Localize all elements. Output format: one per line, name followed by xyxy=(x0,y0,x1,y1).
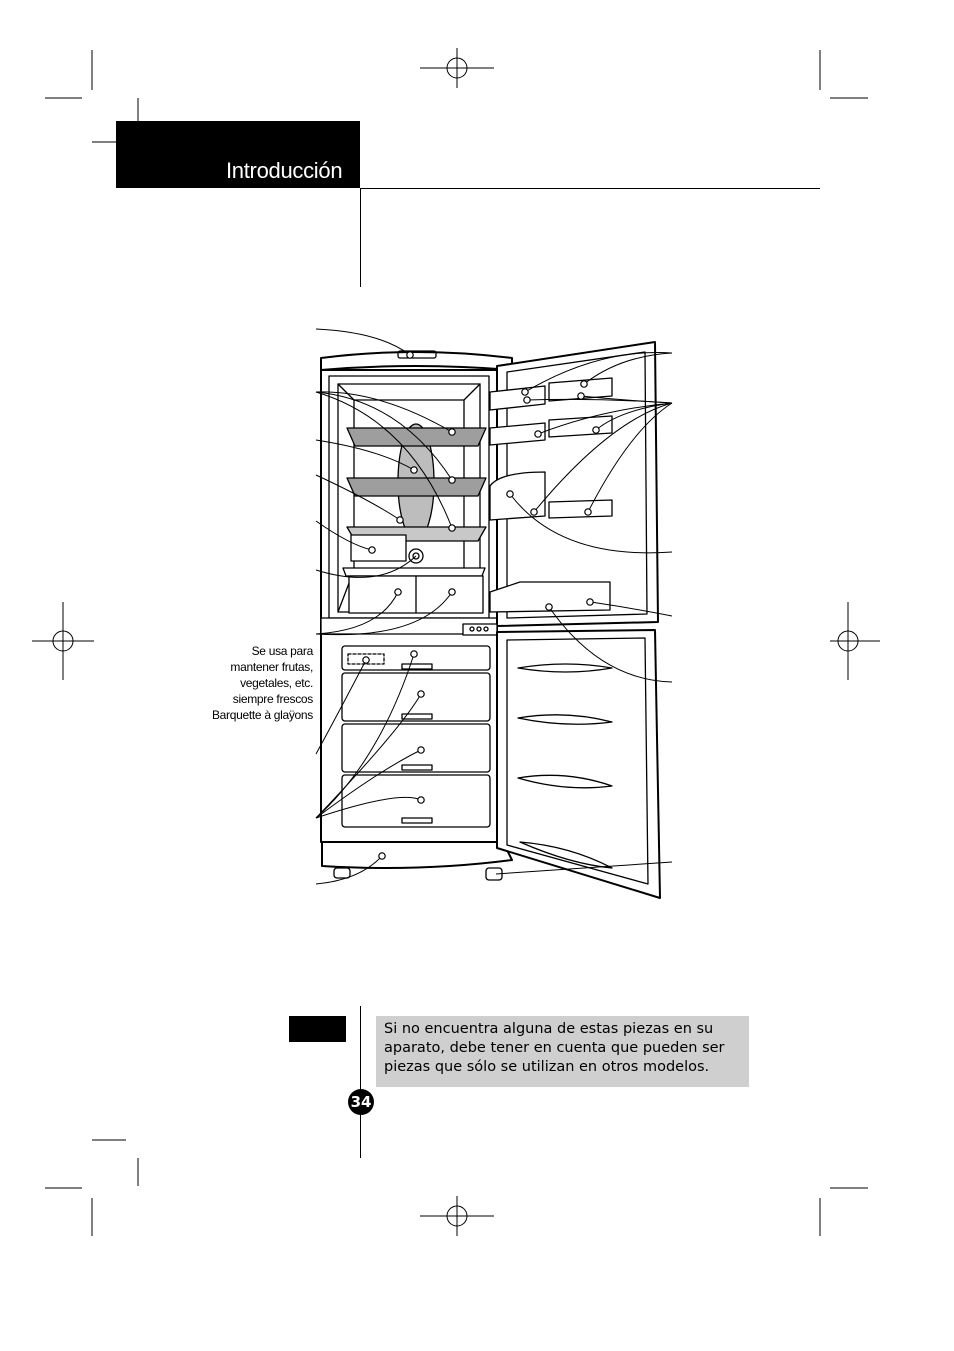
note-tab xyxy=(289,1016,346,1042)
side-note-line: siempre frescos xyxy=(232,692,313,706)
page-number: 34 xyxy=(348,1089,374,1115)
side-note-line: vegetales, etc. xyxy=(240,676,313,690)
page-title: Introducción xyxy=(226,158,343,183)
side-note-line: Se usa para xyxy=(251,644,313,658)
note-box: Si no encuentra alguna de estas piezas en su aparato, debe tener en cuenta que pueden ser piezas que sólo se utilizan en otros modelos. xyxy=(376,1016,749,1087)
column-divider-bottom xyxy=(360,1006,361,1158)
side-note-line: mantener frutas, xyxy=(230,660,313,674)
side-note xyxy=(190,643,313,723)
side-note-line: Barquette à glaÿons xyxy=(211,708,313,722)
